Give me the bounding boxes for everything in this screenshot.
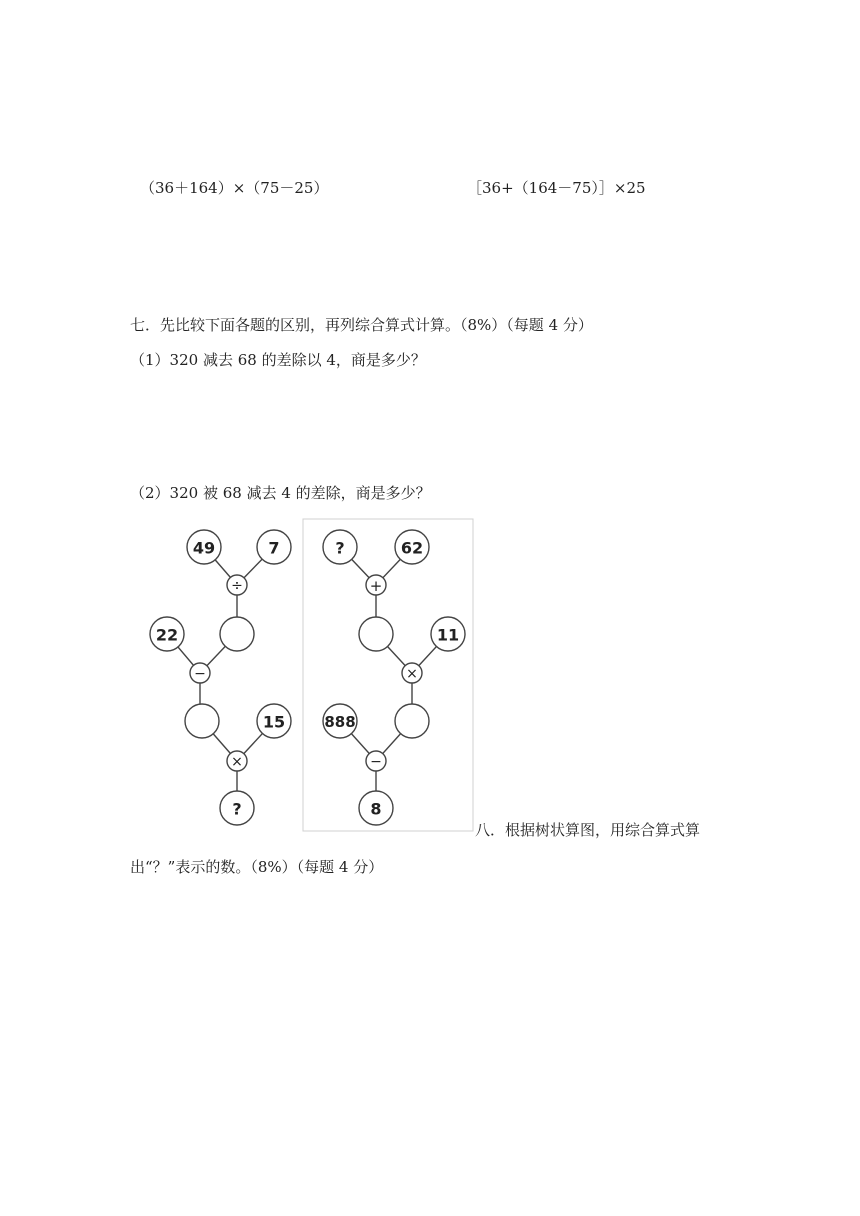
expression-b: ［36+（164－75）］×25	[467, 179, 646, 197]
tree-2-node-mid-left-blank	[359, 617, 393, 651]
tree-2-label-op-low: −	[370, 754, 382, 770]
tree-2-label-top-right: 62	[400, 538, 424, 558]
tree-1-label-top-left: 49	[192, 538, 216, 558]
tree-1-label-low-right: 15	[262, 712, 286, 732]
section-7-heading: 七．先比较下面各题的区别，再列综合算式计算。（8%）（每题 4 分）	[130, 316, 593, 334]
expression-a: （36＋164）×（75－25）	[140, 179, 329, 197]
tree-2-frame	[303, 519, 473, 831]
tree-2-label-top-left: ?	[335, 538, 345, 558]
tree-1-label-op-low: ×	[231, 754, 243, 770]
tree-1-node-low-left-blank	[185, 704, 219, 738]
section-7-question-1: （1）320 减去 68 的差除以 4，商是多少？	[130, 351, 426, 369]
tree-1-label-op-mid: −	[194, 666, 206, 682]
tree-2-label-low-left: 888	[324, 713, 356, 731]
tree-2-label-op-mid: ×	[406, 666, 418, 682]
section-8-heading-line-2: 出“？”表示的数。（8%）（每题 4 分）	[130, 858, 384, 876]
tree-1-label-top-right: 7	[268, 538, 280, 558]
section-7-question-2: （2）320 被 68 减去 4 的差除，商是多少？	[130, 484, 431, 502]
tree-1-label-mid-left: 22	[155, 625, 179, 645]
tree-1-label-result: ?	[232, 799, 242, 819]
tree-2-label-op-top: +	[369, 577, 383, 595]
section-8-heading-line-1: 八．根据树状算图，用综合算式算	[475, 821, 701, 839]
tree-2-label-mid-right: 11	[436, 625, 460, 645]
tree-2-label-result: 8	[370, 799, 382, 819]
tree-1-node-mid-right-blank	[220, 617, 254, 651]
tree-1-label-op-top: ÷	[231, 578, 243, 594]
tree-2-node-low-right-blank	[395, 704, 429, 738]
